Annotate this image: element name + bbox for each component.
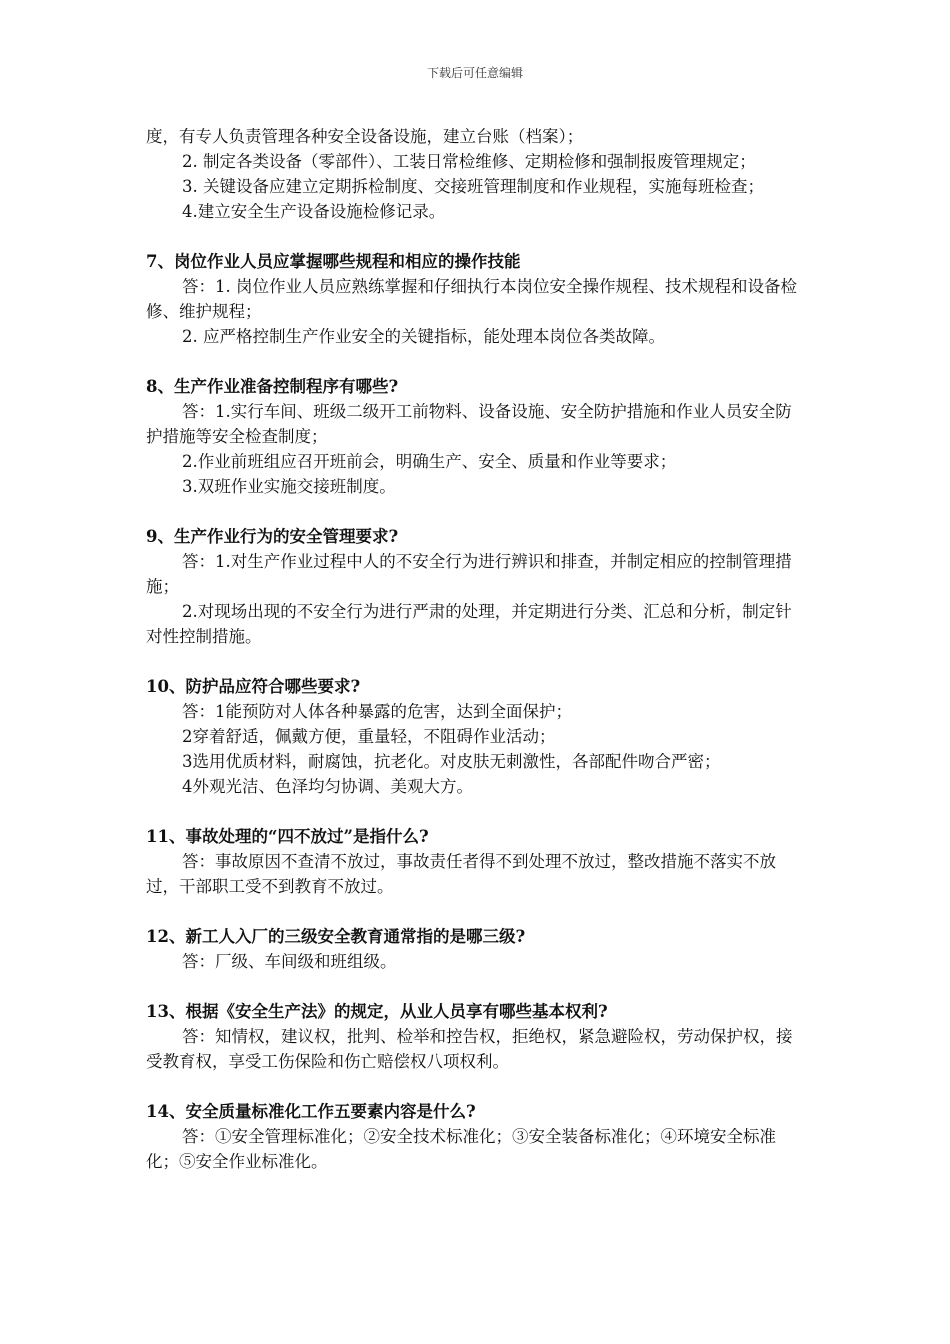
question-10-answer-4: 4外观光洁、色泽均匀协调、美观大方。 bbox=[182, 777, 473, 796]
question-14-title: 14、安全质量标准化工作五要素内容是什么? bbox=[146, 1102, 476, 1121]
intro-paragraph: 度，有专人负责管理各种安全设备设施，建立台账（档案）； bbox=[146, 127, 584, 146]
question-9-answer-1: 答：1.对生产作业过程中人的不安全行为进行辨识和排查，并制定相应的控制管理措施； bbox=[146, 552, 792, 596]
question-8-answer-1: 答：1.实行车间、班级二级开工前物料、设备设施、安全防护措施和作业人员安全防护措施等安全检查制度； bbox=[146, 402, 792, 446]
intro-item-3: 3. 关键设备应建立定期拆检制度、交接班管理制度和作业规程，实施每班检查； bbox=[182, 177, 764, 196]
page-header: 下载后可任意编辑 bbox=[426, 66, 523, 80]
question-10-answer-3: 3选用优质材料，耐腐蚀，抗老化。对皮肤无刺激性，各部配件吻合严密； bbox=[182, 752, 721, 771]
intro-item-2: 2. 制定各类设备（零部件）、工装日常检维修、定期检修和强制报废管理规定； bbox=[182, 152, 756, 171]
question-10-answer-2: 2穿着舒适，佩戴方便，重量轻，不阻碍作业活动； bbox=[182, 727, 556, 746]
question-7-answer-1: 答：1. 岗位作业人员应熟练掌握和仔细执行本岗位安全操作规程、技术规程和设备检修、维护规程； bbox=[146, 277, 797, 321]
intro-item-4: 4.建立安全生产设备设施检修记录。 bbox=[182, 202, 446, 221]
question-8-answer-3: 3.双班作业实施交接班制度。 bbox=[182, 477, 396, 496]
question-13-answer: 答：知情权，建议权，批判、检举和控告权，拒绝权，紧急避险权，劳动保护权，接受教育权，享受工伤保险和伤亡赔偿权八项权利。 bbox=[146, 1027, 793, 1071]
question-7-answer-2: 2. 应严格控制生产作业安全的关键指标，能处理本岗位各类故障。 bbox=[182, 327, 665, 346]
question-12-answer: 答：厂级、车间级和班组级。 bbox=[182, 952, 397, 971]
question-13-title: 13、根据《安全生产法》的规定，从业人员享有哪些基本权利? bbox=[146, 1002, 608, 1021]
question-7-title: 7、岗位作业人员应掌握哪些规程和相应的操作技能 bbox=[146, 252, 521, 271]
question-14-answer: 答：①安全管理标准化；②安全技术标准化；③安全装备标准化；④环境安全标准化；⑤安全作业标准化。 bbox=[146, 1127, 776, 1171]
question-8-title: 8、生产作业准备控制程序有哪些? bbox=[146, 377, 399, 396]
question-9-answer-2: 2.对现场出现的不安全行为进行严肃的处理，并定期进行分类、汇总和分析，制定针对性控制措施。 bbox=[146, 602, 792, 646]
question-12-title: 12、新工人入厂的三级安全教育通常指的是哪三级? bbox=[146, 927, 526, 946]
question-8-answer-2: 2.作业前班组应召开班前会，明确生产、安全、质量和作业等要求； bbox=[182, 452, 677, 471]
question-9-title: 9、生产作业行为的安全管理要求? bbox=[146, 527, 399, 546]
document-body bbox=[146, 124, 806, 1174]
question-11-answer: 答：事故原因不查清不放过，事故责任者得不到处理不放过，整改措施不落实不放过，干部职工受不到教育不放过。 bbox=[146, 852, 776, 896]
question-10-title: 10、防护品应符合哪些要求? bbox=[146, 677, 361, 696]
question-10-answer-1: 答：1能预防对人体各种暴露的危害，达到全面保护； bbox=[182, 702, 572, 721]
question-11-title: 11、事故处理的“四不放过”是指什么? bbox=[146, 827, 429, 846]
